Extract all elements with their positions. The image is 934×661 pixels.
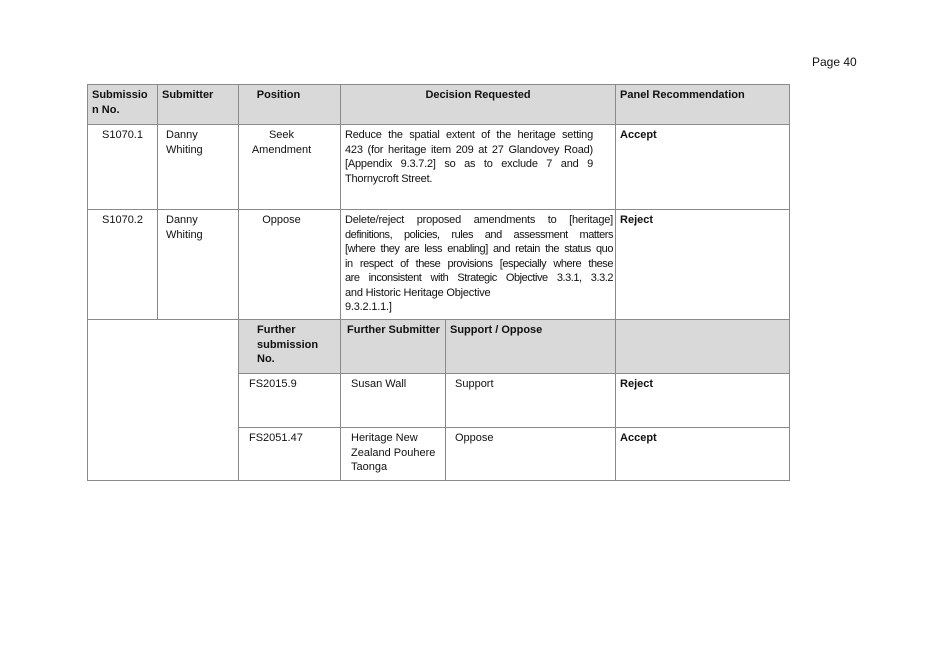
decision-line: definitions, policies, rules and assessment matters: [345, 228, 614, 241]
header-submitter: Submitter: [158, 85, 239, 125]
decision-line: Thornycroft Street.: [345, 172, 433, 185]
decision-line: in respect of these provisions [especially where these: [345, 257, 614, 270]
position: Seek Amendment: [239, 125, 341, 210]
page-number: Page 40: [812, 55, 857, 69]
submission-no: S1070.1: [88, 125, 158, 210]
header-decision-requested: Decision Requested: [341, 85, 616, 125]
decision-line: are inconsistent with Strategic Objective 3.3.1, 3.3.2: [345, 272, 614, 284]
panel-recommendation: Reject: [616, 210, 790, 320]
submitter: Danny Whiting: [158, 210, 239, 320]
further-submitter: Susan Wall: [341, 374, 446, 428]
panel-recommendation: Accept: [616, 125, 790, 210]
support-oppose: Oppose: [446, 428, 616, 481]
header-submission-no: Submission No.: [88, 85, 158, 125]
decision-line: Reduce the spatial extent of the heritage setting: [345, 129, 594, 141]
decision-line: [where they are less enabling] and retain the status quo: [345, 243, 614, 255]
header-row: [88, 85, 790, 125]
further-blank-cell: [88, 320, 239, 481]
position: Oppose: [239, 210, 341, 320]
submitter: Danny Whiting: [158, 125, 239, 210]
header-further-submitter: Further Submitter: [341, 320, 446, 374]
decision-line: 9.3.2.1.1.]: [345, 301, 392, 313]
further-submission-no: FS2015.9: [239, 374, 341, 428]
support-oppose: Support: [446, 374, 616, 428]
further-submitter: Heritage New Zealand Pouhere Taonga: [341, 428, 446, 481]
decision-requested: [341, 125, 616, 210]
decision-line: [Appendix 9.3.7.2] so as to exclude 7 and 9: [345, 158, 594, 170]
decision-line: and Historic Heritage Objective: [345, 286, 491, 299]
table-row: [88, 210, 790, 320]
table-row: [88, 125, 790, 210]
decision-line: Delete/reject proposed amendments to [heritage]: [345, 214, 614, 226]
header-support-oppose: Support / Oppose: [446, 320, 616, 374]
header-further-recommendation: [616, 320, 790, 374]
decision-line: 423 (for heritage item 209 at 27 Glandovey Road): [345, 143, 594, 156]
further-submission-no: FS2051.47: [239, 428, 341, 481]
header-panel-recommendation: Panel Recommendation: [616, 85, 790, 125]
header-position: Position: [239, 85, 341, 125]
decision-requested: [341, 210, 616, 320]
submissions-table: [87, 84, 790, 481]
further-header-row: [88, 320, 790, 374]
submission-no: S1070.2: [88, 210, 158, 320]
panel-recommendation: Reject: [616, 374, 790, 428]
header-further-submission-no: Further submission No.: [239, 320, 341, 374]
panel-recommendation: Accept: [616, 428, 790, 481]
